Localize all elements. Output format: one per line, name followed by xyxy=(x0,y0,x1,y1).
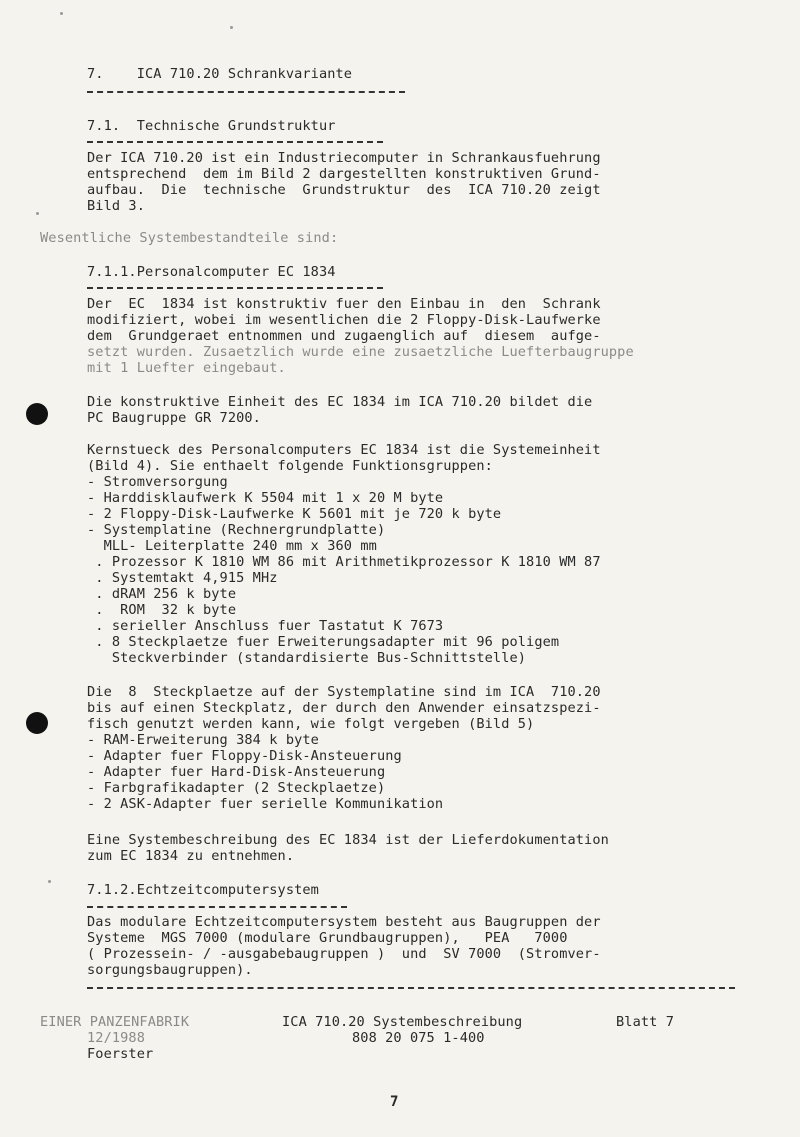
list-item: . ROM 32 k byte xyxy=(87,602,237,618)
footer-doc-title: ICA 710.20 Systembeschreibung xyxy=(282,1014,523,1030)
paragraph-line: fisch genutzt werden kann, wie folgt vergeben (Bild 5) xyxy=(87,716,535,732)
intro-line: Wesentliche Systembestandteile sind: xyxy=(40,230,339,246)
chapter-heading: 7. ICA 710.20 Schrankvariante xyxy=(87,66,353,82)
list-item: - RAM-Erweiterung 384 k byte xyxy=(87,732,319,748)
paragraph-line: ( Prozessein- / -ausgabebaugruppen ) und SV 7000 (Stromver- xyxy=(87,946,601,962)
paragraph-line: Die konstruktive Einheit des EC 1834 im ICA 710.20 bildet die xyxy=(87,394,593,410)
paragraph-line: modifiziert, wobei im wesentlichen die 2 Floppy-Disk-Laufwerke xyxy=(87,312,601,328)
paragraph-line: Das modulare Echtzeitcomputersystem besteht aus Baugruppen der xyxy=(87,914,601,930)
list-item: . Prozessor K 1810 WM 86 mit Arithmetikprozessor K 1810 WM 87 xyxy=(87,554,601,570)
footer-sheet: Blatt 7 xyxy=(616,1014,674,1030)
section-title-7-1-1: 7.1.1.Personalcomputer EC 1834 xyxy=(87,264,336,280)
scan-speck xyxy=(60,12,63,15)
scan-speck xyxy=(230,26,233,29)
list-item: - 2 Floppy-Disk-Laufwerke K 5601 mit je 720 k byte xyxy=(87,506,502,522)
section-underline-7-1 xyxy=(87,141,383,143)
list-item: . Systemtakt 4,915 MHz xyxy=(87,570,278,586)
paragraph-line: bis auf einen Steckplatz, der durch den Anwender einsatzspezi- xyxy=(87,700,601,716)
paragraph-line: aufbau. Die technische Grundstruktur des ICA 710.20 zeigt xyxy=(87,182,601,198)
list-item: - Adapter fuer Floppy-Disk-Ansteuerung xyxy=(87,748,402,764)
paragraph-line: Eine Systembeschreibung des EC 1834 ist der Lieferdokumentation xyxy=(87,832,609,848)
list-item: . 8 Steckplaetze fuer Erweiterungsadapter mit 96 poligem xyxy=(87,634,560,650)
list-item: - 2 ASK-Adapter fuer serielle Kommunikation xyxy=(87,796,444,812)
list-item: . dRAM 256 k byte xyxy=(87,586,237,602)
list-item: - Systemplatine (Rechnergrundplatte) xyxy=(87,522,386,538)
punch-hole xyxy=(26,403,48,425)
paragraph-line: Der ICA 710.20 ist ein Industriecomputer in Schrankausfuehrung xyxy=(87,150,601,166)
footer-rule xyxy=(87,987,735,989)
paragraph-line: sorgungsbaugruppen). xyxy=(87,962,253,978)
list-item: - Harddisklaufwerk K 5504 mit 1 x 20 M byte xyxy=(87,490,444,506)
page-number: 7 xyxy=(390,1094,399,1110)
paragraph-line: setzt wurden. Zusaetzlich wurde eine zusaetzliche Luefterbaugruppe xyxy=(87,344,634,360)
paragraph-line: Bild 3. xyxy=(87,198,145,214)
scan-speck xyxy=(48,880,51,883)
list-item: - Stromversorgung xyxy=(87,474,228,490)
footer-doc-number: 808 20 075 1-400 xyxy=(352,1030,485,1046)
paragraph-line: (Bild 4). Sie enthaelt folgende Funktionsgruppen: xyxy=(87,458,493,474)
section-underline-7-1-1 xyxy=(87,287,383,289)
scan-speck xyxy=(36,212,39,215)
paragraph-line: Systeme MGS 7000 (modulare Grundbaugruppen), PEA 7000 xyxy=(87,930,568,946)
section-title-7-1: 7.1. Technische Grundstruktur xyxy=(87,118,336,134)
paragraph-line: entsprechend dem im Bild 2 dargestellten konstruktiven Grund- xyxy=(87,166,601,182)
footer-date: 12/1988 xyxy=(87,1030,145,1046)
list-item: MLL- Leiterplatte 240 mm x 360 mm xyxy=(87,538,377,554)
paragraph-line: dem Grundgeraet entnommen und zugaenglich auf diesem aufge- xyxy=(87,328,601,344)
list-item: - Adapter fuer Hard-Disk-Ansteuerung xyxy=(87,764,386,780)
list-item: . serieller Anschluss fuer Tastatut K 7673 xyxy=(87,618,444,634)
paragraph-line: mit 1 Luefter eingebaut. xyxy=(87,360,286,376)
paragraph-line: zum EC 1834 zu entnehmen. xyxy=(87,848,295,864)
heading-underline xyxy=(87,91,405,93)
punch-hole xyxy=(26,712,48,734)
paragraph-line: PC Baugruppe GR 7200. xyxy=(87,410,261,426)
paragraph-line: Der EC 1834 ist konstruktiv fuer den Einbau in den Schrank xyxy=(87,296,601,312)
paragraph-line: Kernstueck des Personalcomputers EC 1834 ist die Systemeinheit xyxy=(87,442,601,458)
section-underline-7-1-2 xyxy=(87,906,347,908)
section-title-7-1-2: 7.1.2.Echtzeitcomputersystem xyxy=(87,882,319,898)
list-item: - Farbgrafikadapter (2 Steckplaetze) xyxy=(87,780,386,796)
footer-author: Foerster xyxy=(87,1046,154,1062)
paragraph-line: Die 8 Steckplaetze auf der Systemplatine sind im ICA 710.20 xyxy=(87,684,601,700)
list-item: Steckverbinder (standardisierte Bus-Schnittstelle) xyxy=(87,650,527,666)
footer-company: EINER PANZENFABRIK xyxy=(40,1014,190,1030)
